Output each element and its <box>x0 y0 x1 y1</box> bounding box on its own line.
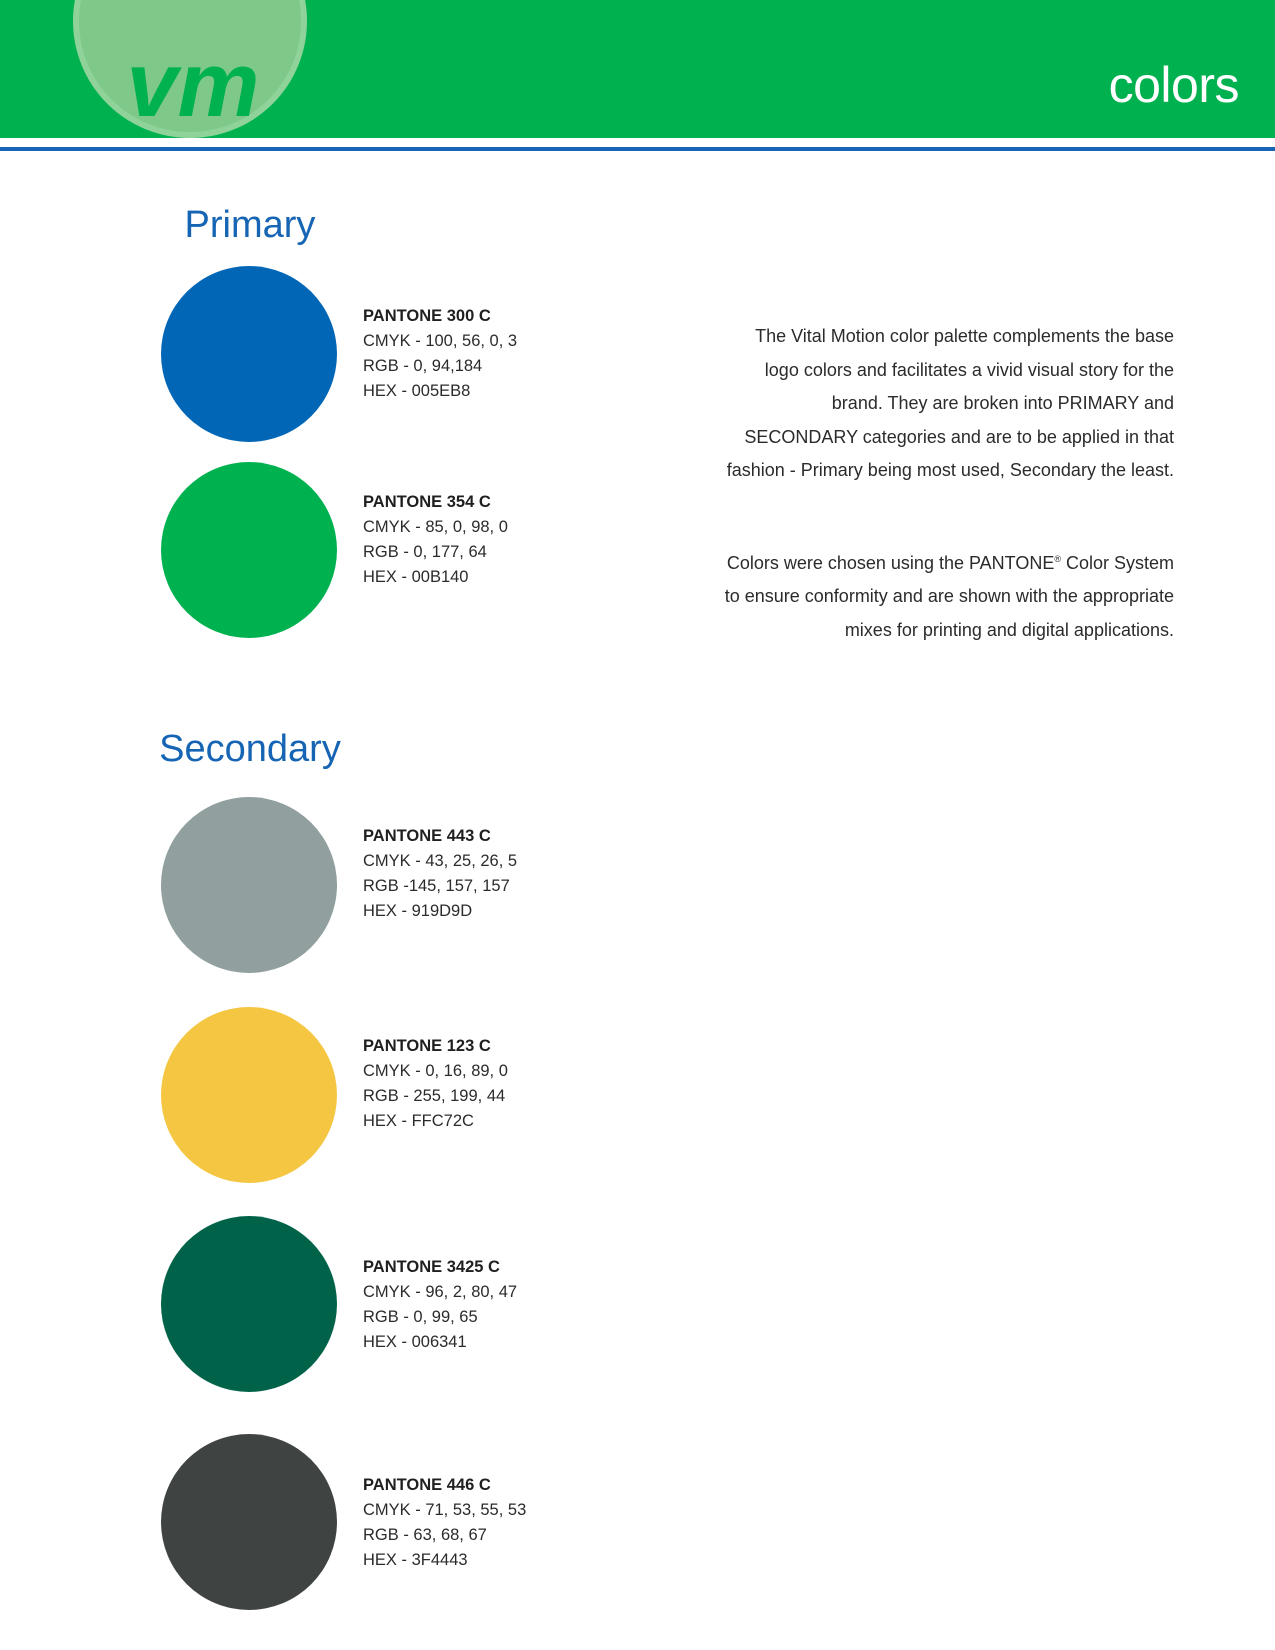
hex-value: HEX - 3F4443 <box>363 1551 468 1569</box>
rgb-value: RGB - 0, 99, 65 <box>363 1308 478 1326</box>
swatch-pantone-123 <box>161 1007 581 1183</box>
rgb-value: RGB - 255, 199, 44 <box>363 1087 506 1105</box>
color-specs <box>363 304 517 404</box>
cmyk-value: CMYK - 43, 25, 26, 5 <box>363 852 518 870</box>
header-divider <box>0 147 1275 151</box>
pantone-code: PANTONE 446 C <box>363 1476 491 1494</box>
color-specs <box>363 1255 517 1355</box>
intro-text <box>720 320 1174 647</box>
cmyk-value: CMYK - 71, 53, 55, 53 <box>363 1501 527 1519</box>
header-bar <box>0 0 1275 138</box>
pantone-code: PANTONE 354 C <box>363 493 491 511</box>
color-circle <box>161 266 337 442</box>
color-specs <box>363 824 517 924</box>
cmyk-value: CMYK - 96, 2, 80, 47 <box>363 1283 518 1301</box>
vm-logo <box>73 0 307 138</box>
swatch-pantone-300 <box>161 266 581 442</box>
primary-heading: Primary <box>184 204 316 246</box>
rgb-value: RGB -145, 157, 157 <box>363 877 510 895</box>
color-circle <box>161 797 337 973</box>
rgb-value: RGB - 63, 68, 67 <box>363 1526 487 1544</box>
cmyk-value: CMYK - 100, 56, 0, 3 <box>363 332 518 350</box>
cmyk-value: CMYK - 0, 16, 89, 0 <box>363 1062 508 1080</box>
color-specs <box>363 1473 526 1573</box>
swatch-pantone-446 <box>161 1434 581 1610</box>
pantone-code: PANTONE 123 C <box>363 1037 491 1055</box>
rgb-value: RGB - 0, 94,184 <box>363 357 483 375</box>
pantone-code: PANTONE 3425 C <box>363 1258 500 1276</box>
secondary-heading: Secondary <box>159 728 341 770</box>
hex-value: HEX - 919D9D <box>363 902 473 920</box>
rgb-value: RGB - 0, 177, 64 <box>363 543 487 561</box>
pantone-code: PANTONE 443 C <box>363 827 491 845</box>
swatch-pantone-443 <box>161 797 581 973</box>
vm-logo-mark <box>93 40 293 138</box>
color-specs <box>363 1034 508 1134</box>
color-circle <box>161 462 337 638</box>
svg-text:vm: vm <box>126 40 260 136</box>
page-title: colors <box>1108 57 1239 113</box>
color-circle <box>161 1434 337 1610</box>
hex-value: HEX - 006341 <box>363 1333 467 1351</box>
color-specs <box>363 490 508 590</box>
hex-value: HEX - FFC72C <box>363 1112 474 1130</box>
cmyk-value: CMYK - 85, 0, 98, 0 <box>363 518 508 536</box>
hex-value: HEX - 005EB8 <box>363 382 471 400</box>
color-circle <box>161 1216 337 1392</box>
intro-paragraph-1: The Vital Motion color palette complements the base logo colors and facilitates a vivid visual story for the brand. They are broken into PRIMARY and SECONDARY categories and are to be applied in that fashion - Primary being most used, Secondary the least. <box>726 326 1174 480</box>
intro-paragraph-2: Colors were chosen using the PANTONE® Color System to ensure conformity and are shown with the appropriate mixes for printing and digital applications. <box>724 552 1174 640</box>
swatch-pantone-354 <box>161 462 581 638</box>
swatch-pantone-3425 <box>161 1216 581 1392</box>
hex-value: HEX - 00B140 <box>363 568 469 586</box>
color-circle <box>161 1007 337 1183</box>
pantone-code: PANTONE 300 C <box>363 307 491 325</box>
